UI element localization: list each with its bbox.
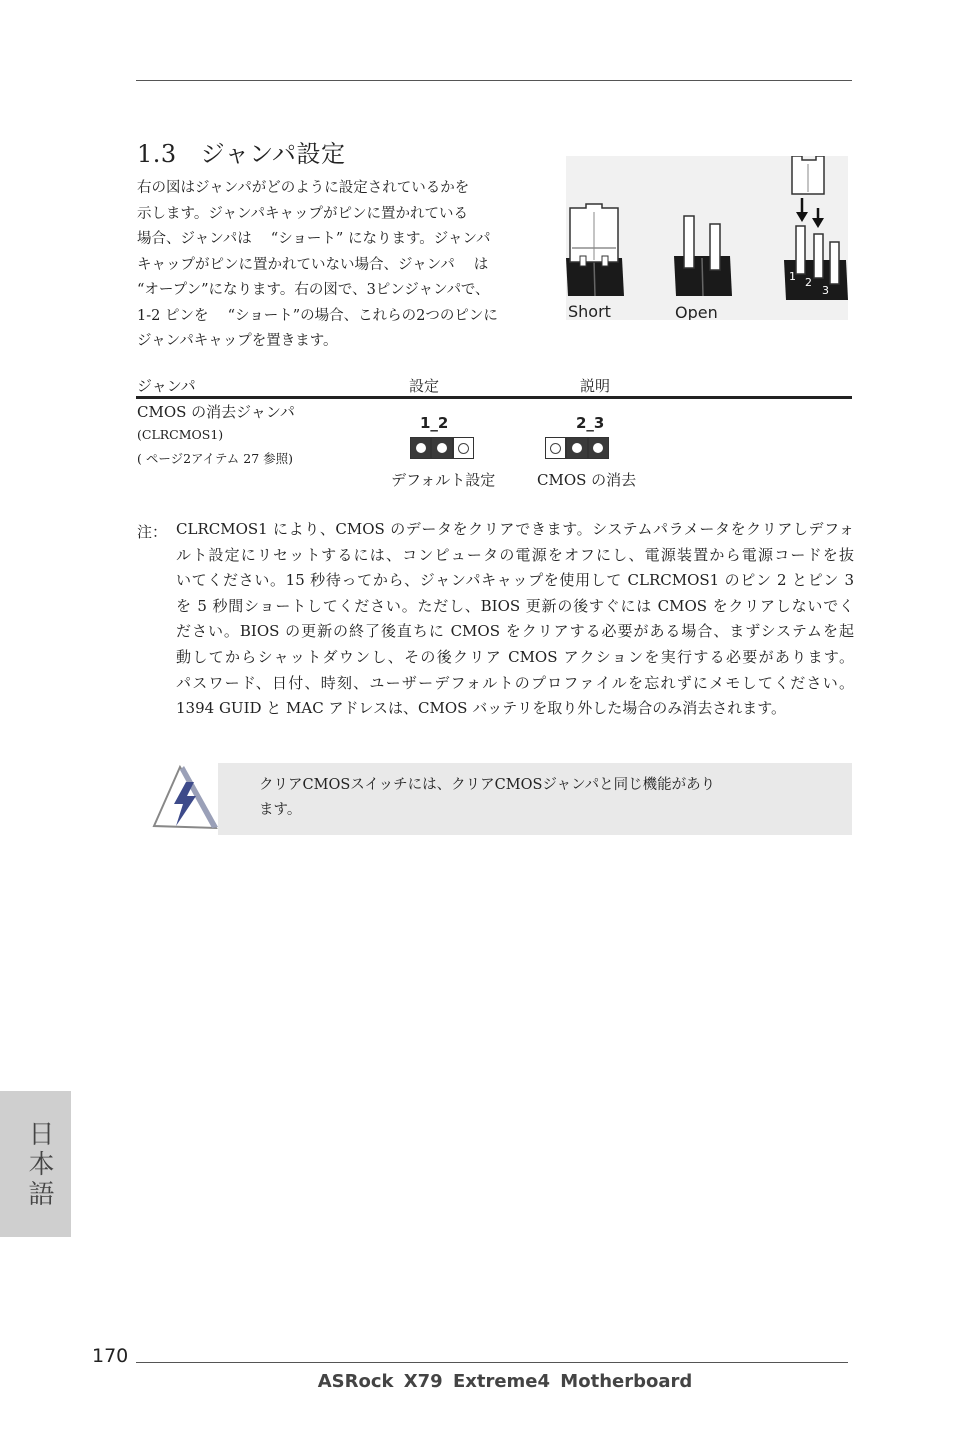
table-rule	[136, 396, 852, 399]
pin-2-shorted	[566, 437, 587, 459]
open-label: Open	[675, 303, 718, 320]
intro-line: ジャンパキャップを置きます。	[137, 333, 338, 349]
pin-3-open	[453, 437, 474, 459]
jumper-code: (CLRCMOS1)	[137, 427, 224, 442]
top-rule	[136, 80, 852, 81]
note-line: ルト設定にリセットするには、コンピュータの電源をオフにし、電源装置から電源コードを抜	[176, 545, 854, 564]
note-line: CLRCMOS1 により、CMOS のデータをクリアできます。システムパラメータをクリアしデフォ	[176, 520, 854, 538]
short-label: Short	[568, 302, 611, 320]
intro-line: キャップがピンに置かれていない場合、ジャンパ は	[137, 256, 489, 273]
note-line: パスワード、日付、時刻、ユーザーデフォルトのプロファイルを忘れずにメモしてください。	[176, 673, 854, 692]
note-line: ださい。BIOS の更新の終了後直ちに CMOS をクリアする必要がある場合、まずシステムを起	[176, 622, 854, 641]
three-pin-jumper-icon	[784, 156, 848, 300]
page-number: 170	[92, 1345, 129, 1367]
intro-line: 場合、ジャンパは “ショート” になります。ジャンパ	[137, 231, 491, 247]
intro-line: 示します。ジャンパキャップがピンに置かれている	[137, 205, 469, 222]
intro-line: 1-2 ピンを “ショート”の場合、これらの2つのピンに	[137, 307, 498, 324]
language-tab-label: 日本語	[24, 1120, 54, 1210]
clear-cmos-caption: CMOS の消去	[537, 471, 637, 489]
footer-title: ASRock X79 Extreme4 Motherboard	[317, 1371, 693, 1392]
section-title-text: ジャンパ設定	[200, 140, 346, 168]
intro-line: “オープン”になります。右の図で、3ピンジャンパで、	[137, 282, 490, 298]
jumper-name: CMOS の消去ジャンパ	[137, 403, 295, 421]
jumper-diagram	[566, 156, 848, 320]
setting1-label: 1_2	[420, 414, 449, 432]
section-title	[137, 134, 346, 169]
intro-line: 右の図はジャンパがどのように設定されているかを	[137, 180, 470, 196]
open-jumper-icon	[674, 216, 732, 296]
table-header-jumper: ジャンパ	[137, 377, 196, 395]
intro-paragraph	[137, 176, 507, 355]
jumper-illustration	[566, 156, 848, 320]
bottom-rule	[136, 1362, 848, 1363]
warning-line: クリアCMOSスイッチには、クリアCMOSジャンパと同じ機能があり	[259, 777, 716, 793]
note-label: 注：	[137, 523, 168, 541]
pin-number-1: 1	[789, 270, 796, 283]
note-line: を 5 秒間ショートしてください。ただし、BIOS 更新の後すぐには CMOS をクリアしないでく	[176, 596, 854, 615]
default-setting-caption: デフォルト設定	[391, 471, 496, 489]
note-line: 1394 GUID と MAC アドレスは、CMOS バッテリを取り外した場合のみ消去されます。	[176, 699, 787, 718]
pin-1-open	[545, 437, 566, 459]
jumper-reference: ( ページ2アイテム 27 参照)	[137, 451, 294, 466]
pin-1-shorted	[410, 437, 431, 459]
section-number: 1.3	[137, 140, 177, 168]
warning-line: ます。	[259, 802, 302, 818]
short-jumper-icon	[566, 204, 624, 296]
pin-header-default	[410, 437, 474, 459]
pin-number-3: 3	[822, 284, 829, 297]
pin-2-shorted	[431, 437, 452, 459]
table-header-description: 説明	[580, 377, 611, 395]
note-paragraph	[176, 517, 854, 722]
warning-lightning-icon	[150, 764, 220, 830]
table-header-setting: 設定	[409, 377, 440, 395]
pin-number-2: 2	[805, 276, 812, 289]
note-line: いてください。15 秒待ってから、ジャンパキャップを使用して CLRCMOS1 のピン 2 とピン 3	[176, 571, 854, 590]
pin-header-clear	[545, 437, 609, 459]
pin-3-shorted	[588, 437, 609, 459]
warning-text	[259, 773, 715, 823]
setting2-label: 2_3	[576, 414, 605, 432]
note-line: 動してからシャットダウンし、その後クリア CMOS アクションを実行する必要があります。	[176, 647, 854, 666]
